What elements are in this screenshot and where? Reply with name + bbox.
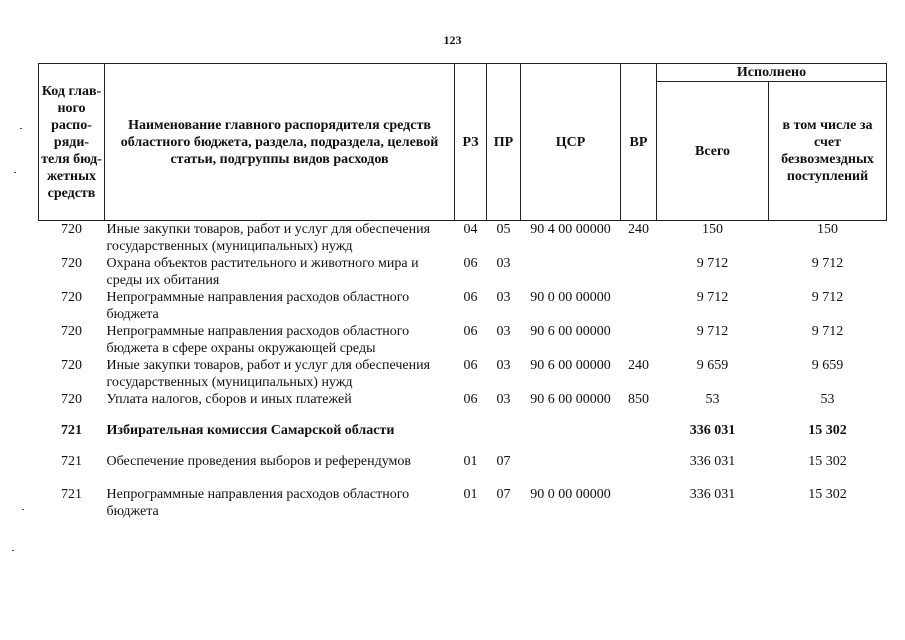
cell-pr <box>487 408 521 439</box>
cell-rz <box>455 408 487 439</box>
scan-speck <box>14 172 16 173</box>
cell-vr: 850 <box>628 392 649 407</box>
cell-free: 53 <box>820 392 835 407</box>
scan-speck <box>12 550 14 551</box>
cell-rz: 06 <box>463 256 478 271</box>
cell-csr: 90 6 00 00000 <box>530 324 611 339</box>
cell-rz: 01 <box>463 454 478 469</box>
table-row <box>39 323 887 357</box>
cell-name: Непрограммные направления расходов областного бюджета <box>106 487 410 519</box>
cell-rz: 06 <box>463 358 478 373</box>
cell-free: 15 302 <box>808 454 847 469</box>
table-row <box>39 439 887 470</box>
cell-csr: 90 0 00 00000 <box>530 290 611 305</box>
header-name: Наименование главного распорядителя средств областного бюджета, раздела, подраздела, целевой статьи, подгруппы видов расходов <box>105 64 455 221</box>
cell-total: 336 031 <box>689 423 736 438</box>
cell-pr: 03 <box>496 358 511 373</box>
cell-csr: 90 6 00 00000 <box>530 392 611 407</box>
cell-free: 150 <box>817 222 838 237</box>
cell-name: Иные закупки товаров, работ и услуг для обеспечения государственных (муниципальных) нужд <box>106 222 431 254</box>
table-row <box>39 221 887 256</box>
cell-csr: 90 6 00 00000 <box>530 358 611 373</box>
cell-pr: 07 <box>496 487 511 502</box>
cell-free: 9 659 <box>811 358 844 373</box>
cell-code: 720 <box>61 256 82 271</box>
cell-code: 720 <box>61 290 82 305</box>
cell-rz: 06 <box>463 290 478 305</box>
header-total: Всего <box>657 82 769 221</box>
cell-code: 720 <box>61 358 82 373</box>
cell-code: 720 <box>61 324 82 339</box>
page-number: 123 <box>443 33 462 47</box>
header-executed: Исполнено <box>657 64 887 82</box>
cell-rz: 04 <box>463 222 478 237</box>
cell-free: 15 302 <box>808 487 847 502</box>
cell-pr: 07 <box>496 454 511 469</box>
cell-pr: 05 <box>496 222 511 237</box>
header-code: Код глав-ного распо-ряди-теля бюд-жетных средств <box>39 64 105 221</box>
cell-vr <box>621 439 657 470</box>
header-free: в том числе за счет безвозмездных поступлений <box>769 82 887 221</box>
cell-pr: 03 <box>496 290 511 305</box>
header-vr: ВР <box>621 64 657 221</box>
cell-name: Избирательная комиссия Самарской области <box>106 423 395 438</box>
cell-code: 720 <box>61 222 82 237</box>
budget-execution-table <box>38 63 887 520</box>
cell-vr <box>621 470 657 520</box>
cell-name: Обеспечение проведения выборов и референдумов <box>106 454 411 469</box>
cell-total: 9 659 <box>696 358 729 373</box>
header-pr: ПР <box>487 64 521 221</box>
scan-speck <box>20 128 22 129</box>
cell-total: 336 031 <box>689 487 736 502</box>
cell-vr: 240 <box>628 222 649 237</box>
header-csr: ЦСР <box>521 64 621 221</box>
cell-code: 721 <box>61 454 82 469</box>
cell-free: 15 302 <box>808 423 847 438</box>
cell-total: 336 031 <box>689 454 736 469</box>
cell-name: Непрограммные направления расходов областного бюджета <box>106 290 410 322</box>
cell-csr: 90 0 00 00000 <box>530 487 611 502</box>
table-row <box>39 470 887 520</box>
cell-total: 53 <box>705 392 720 407</box>
cell-vr: 240 <box>628 358 649 373</box>
cell-pr: 03 <box>496 256 511 271</box>
cell-total: 9 712 <box>696 256 729 271</box>
cell-free: 9 712 <box>811 256 844 271</box>
cell-csr <box>521 439 621 470</box>
table-row <box>39 289 887 323</box>
cell-vr <box>621 289 657 323</box>
cell-csr <box>521 255 621 289</box>
cell-pr: 03 <box>496 324 511 339</box>
cell-vr <box>621 323 657 357</box>
header-rz: РЗ <box>455 64 487 221</box>
table-row <box>39 391 887 408</box>
cell-code: 721 <box>61 423 82 438</box>
cell-total: 9 712 <box>696 324 729 339</box>
cell-rz: 06 <box>463 392 478 407</box>
cell-pr: 03 <box>496 392 511 407</box>
cell-free: 9 712 <box>811 324 844 339</box>
table-row <box>39 357 887 391</box>
cell-name: Охрана объектов растительного и животного мира и среды их обитания <box>106 256 419 288</box>
cell-name: Непрограммные направления расходов областного бюджета в сфере охраны окружающей среды <box>106 324 410 356</box>
cell-name: Уплата налогов, сборов и иных платежей <box>106 392 352 407</box>
cell-csr <box>521 408 621 439</box>
cell-vr <box>621 408 657 439</box>
table-row <box>39 255 887 289</box>
cell-name: Иные закупки товаров, работ и услуг для обеспечения государственных (муниципальных) нужд <box>106 358 431 390</box>
cell-vr <box>621 255 657 289</box>
scan-speck <box>22 509 24 510</box>
cell-code: 721 <box>61 487 82 502</box>
table-row-agency <box>39 408 887 439</box>
cell-code: 720 <box>61 392 82 407</box>
cell-rz: 06 <box>463 324 478 339</box>
cell-rz: 01 <box>463 487 478 502</box>
cell-free: 9 712 <box>811 290 844 305</box>
cell-total: 9 712 <box>696 290 729 305</box>
cell-total: 150 <box>702 222 723 237</box>
cell-csr: 90 4 00 00000 <box>530 222 611 237</box>
